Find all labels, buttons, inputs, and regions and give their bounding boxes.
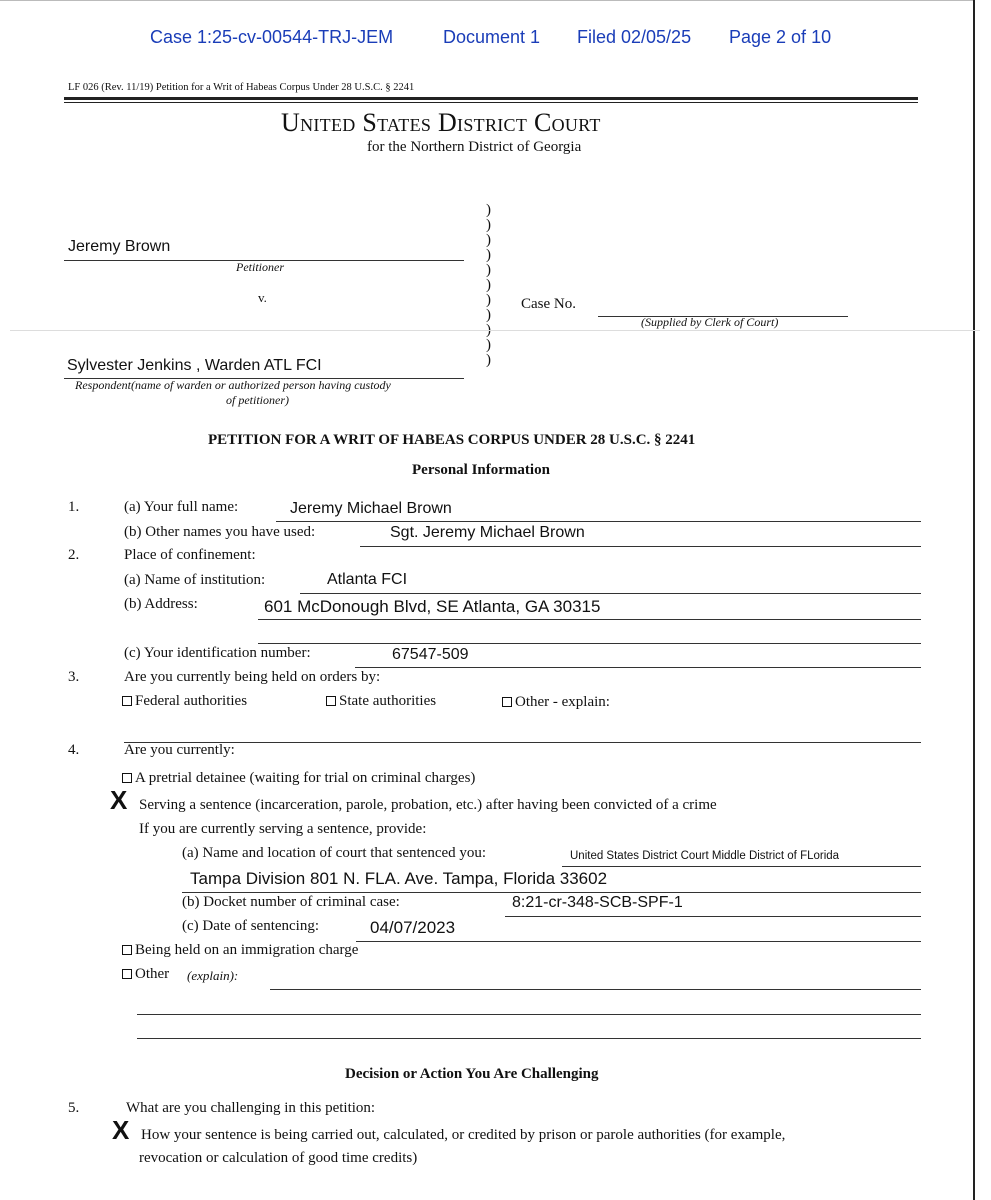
q3-explain-line [124, 742, 921, 743]
q4-number: 4. [68, 742, 80, 758]
q2b-line-1 [258, 619, 921, 620]
petition-title: PETITION FOR A WRIT OF HABEAS CORPUS UNDER 28 U.S.C. § 2241 [208, 432, 696, 448]
header-rule-thick [64, 97, 918, 100]
q4a-line-1 [562, 866, 921, 867]
court-title: United States District Court [281, 108, 601, 137]
q4a-court-value-1: United States District Court Middle District of FLorida [570, 850, 840, 862]
q1-number: 1. [68, 499, 80, 515]
q2-number: 2. [68, 547, 80, 563]
q4b-line [505, 916, 921, 917]
q1a-full-name: Jeremy Michael Brown [290, 500, 452, 517]
q4a-court-value-2: Tampa Division 801 N. FLA. Ave. Tampa, Florida 33602 [190, 869, 608, 888]
q4c-label: (c) Date of sentencing: [182, 918, 320, 934]
q4b-docket-number: 8:21-cr-348-SCB-SPF-1 [512, 894, 683, 911]
q4-other-explain-label: (explain): [187, 968, 239, 983]
q3-label: Are you currently being held on orders by: [124, 669, 381, 685]
q3-option-federal[interactable]: Federal authorities [122, 693, 247, 710]
q4-sub-intro: If you are currently serving a sentence, provide: [139, 821, 427, 837]
ecf-filed-date: Filed 02/05/25 [577, 27, 692, 47]
q1a-label: (a) Your full name: [124, 499, 239, 515]
q5-option-sentence-execution[interactable]: How your sentence is being carried out, calculated, or credited by prison or parole authorities (for example, [141, 1127, 786, 1143]
q2b-line-2 [258, 643, 921, 644]
checkbox-icon [326, 696, 336, 706]
q1a-line [276, 521, 921, 522]
respondent-name: Sylvester Jenkins , Warden ATL FCI [67, 357, 322, 374]
q2-label: Place of confinement: [124, 547, 256, 563]
checkbox-icon [122, 696, 132, 706]
versus-label: v. [258, 290, 267, 305]
checkbox-icon [502, 697, 512, 707]
q2a-line [300, 593, 921, 594]
page-top-edge [0, 0, 975, 1]
q4-option-other[interactable]: Other [122, 966, 169, 983]
q2a-label: (a) Name of institution: [124, 572, 266, 588]
q4a-label: (a) Name and location of court that sentenced you: [182, 845, 487, 861]
q3-option-state[interactable]: State authorities [326, 693, 436, 710]
petitioner-label: Petitioner [236, 260, 284, 274]
q4-option-immigration[interactable]: Being held on an immigration charge [122, 942, 358, 959]
q4c-line [356, 941, 921, 942]
handwritten-x-mark: X [110, 785, 128, 815]
q2b-address: 601 McDonough Blvd, SE Atlanta, GA 30315 [264, 597, 601, 616]
q2a-institution: Atlanta FCI [327, 571, 408, 588]
q5-number: 5. [68, 1100, 80, 1116]
q4b-label: (b) Docket number of criminal case: [182, 894, 400, 910]
q2b-label: (b) Address: [124, 596, 198, 612]
header-rule-thin [64, 102, 918, 103]
case-no-note: (Supplied by Clerk of Court) [641, 315, 779, 329]
respondent-label-2: of petitioner) [226, 393, 289, 407]
ecf-document-number: Document 1 [443, 27, 541, 47]
court-district: for the Northern District of Georgia [367, 139, 582, 155]
petitioner-name: Jeremy Brown [68, 238, 171, 255]
q3-number: 3. [68, 669, 80, 685]
q5-option-line-2: revocation or calculation of good time credits) [139, 1150, 418, 1166]
q2c-label: (c) Your identification number: [124, 645, 311, 661]
q4a-line-2 [182, 892, 921, 893]
handwritten-x-mark: X [112, 1115, 130, 1145]
form-identifier: LF 026 (Rev. 11/19) Petition for a Writ of Habeas Corpus Under 28 U.S.C. § 2241 [68, 82, 415, 93]
q4-label: Are you currently: [124, 742, 235, 758]
q1b-label: (b) Other names you have used: [124, 524, 316, 540]
q4-option-serving[interactable]: Serving a sentence (incarceration, parole, probation, etc.) after having been convicted of a crime [139, 797, 717, 813]
ecf-page-number: Page 2 of 10 [729, 27, 832, 47]
q1b-line [360, 546, 921, 547]
q2c-id-number: 67547-509 [392, 646, 469, 663]
ecf-case-number: Case 1:25-cv-00544-TRJ-JEM [150, 27, 394, 47]
personal-info-heading: Personal Information [412, 462, 550, 478]
q4c-sentencing-date: 04/07/2023 [370, 918, 456, 937]
checkbox-icon [122, 945, 132, 955]
q2c-line [355, 667, 921, 668]
q1b-other-names: Sgt. Jeremy Michael Brown [390, 524, 585, 541]
decision-heading: Decision or Action You Are Challenging [345, 1066, 599, 1082]
checkbox-icon [122, 773, 132, 783]
respondent-label-1: Respondent(name of warden or authorized person having custody [75, 378, 391, 392]
q4-other-line-1 [270, 989, 921, 990]
q5-label: What are you challenging in this petition: [126, 1100, 376, 1116]
q4-other-line-3 [137, 1038, 921, 1039]
q3-option-other[interactable]: Other - explain: [502, 694, 610, 711]
q4-option-pretrial[interactable]: A pretrial detainee (waiting for trial on criminal charges) [122, 770, 475, 787]
case-no-label: Case No. [521, 296, 576, 312]
q4-other-line-2 [137, 1014, 921, 1015]
page-right-edge [973, 0, 975, 1200]
scan-artifact-line [10, 330, 980, 331]
checkbox-icon [122, 969, 132, 979]
caption-paren-column: ) ) ) ) ) ) ) ) ) ) [486, 202, 491, 368]
